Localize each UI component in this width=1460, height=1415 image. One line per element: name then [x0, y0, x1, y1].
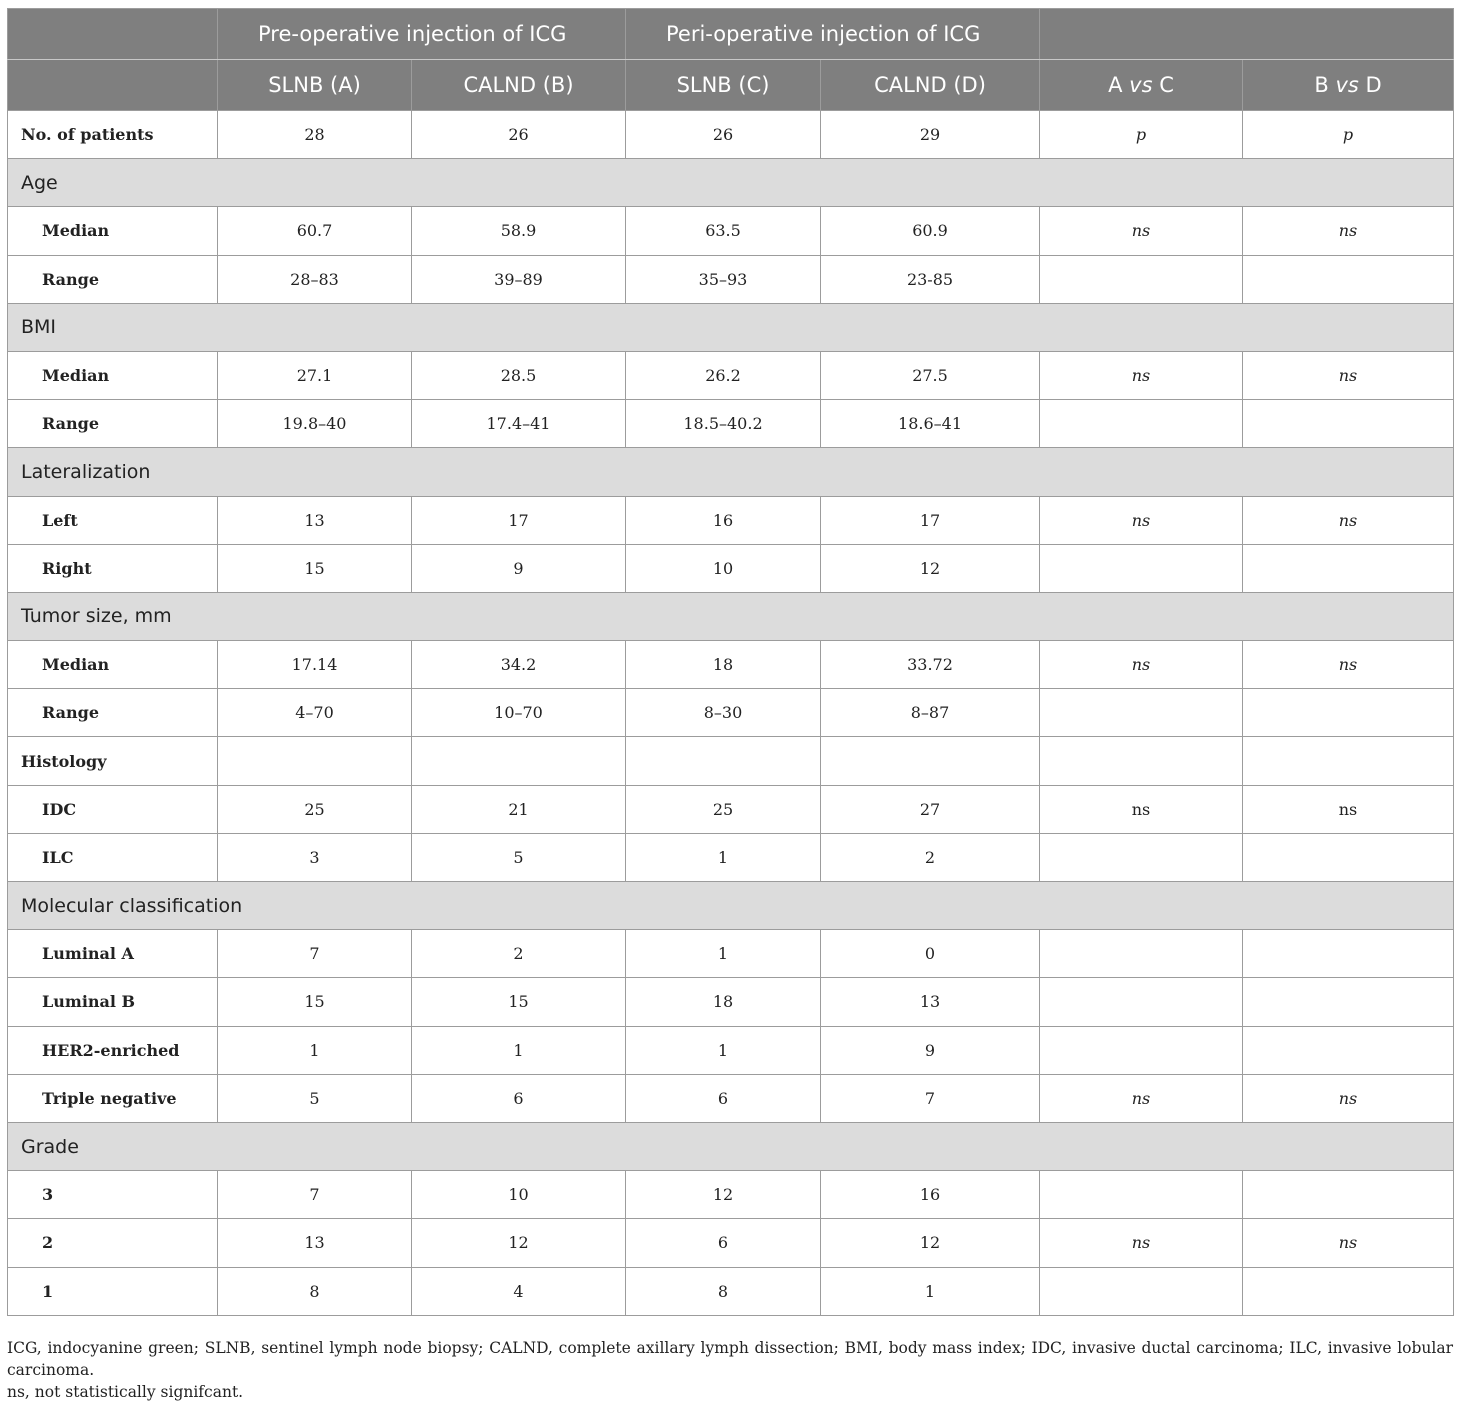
- cell: [1040, 255, 1243, 303]
- cell: 1: [626, 930, 821, 978]
- cell: 16: [821, 1171, 1040, 1219]
- header-vs: vs: [1129, 73, 1153, 97]
- cell: [1243, 689, 1454, 737]
- table-row: [8, 111, 1454, 159]
- cell: 15: [412, 978, 626, 1026]
- section-title: Tumor size, mm: [8, 592, 1454, 640]
- header-c: C: [1152, 73, 1174, 97]
- row-label: Luminal B: [8, 978, 218, 1026]
- cell: [1040, 833, 1243, 881]
- cell: 39–89: [412, 255, 626, 303]
- cell: 2: [412, 930, 626, 978]
- cell: 1: [626, 1026, 821, 1074]
- cell: 18: [626, 641, 821, 689]
- cell: 3: [218, 833, 412, 881]
- cell: 5: [218, 1074, 412, 1122]
- cell: [1243, 978, 1454, 1026]
- section-row: [8, 448, 1454, 496]
- cell: 28.5: [412, 351, 626, 399]
- cell: 2: [821, 833, 1040, 881]
- p-value-cell: ns: [1243, 351, 1454, 399]
- table-row: [8, 978, 1454, 1026]
- section-row: [8, 1122, 1454, 1170]
- table-row: [8, 1171, 1454, 1219]
- table-row: [8, 400, 1454, 448]
- cell: 17: [821, 496, 1040, 544]
- cell: 7: [821, 1074, 1040, 1122]
- cell: [218, 737, 412, 785]
- cell: 6: [626, 1219, 821, 1267]
- p-value-cell: ns: [1040, 641, 1243, 689]
- section-title: Age: [8, 159, 1454, 207]
- cell: 12: [626, 1171, 821, 1219]
- cell: 63.5: [626, 207, 821, 255]
- cell: 13: [821, 978, 1040, 1026]
- cell: 23-85: [821, 255, 1040, 303]
- row-label: Median: [8, 641, 218, 689]
- cell: 27.5: [821, 351, 1040, 399]
- cell: 16: [626, 496, 821, 544]
- cell: 12: [821, 1219, 1040, 1267]
- cell: 7: [218, 930, 412, 978]
- cell: [1243, 400, 1454, 448]
- row-label-histology: Histology: [8, 737, 218, 785]
- row-label: Median: [8, 207, 218, 255]
- header-col-a-vs-c: [1040, 60, 1243, 111]
- header-group-peri-operative: Peri-operative injection of ICG: [626, 9, 1040, 60]
- row-label: No. of patients: [8, 111, 218, 159]
- cell: [1243, 930, 1454, 978]
- row-label: Median: [8, 351, 218, 399]
- cell: 60.9: [821, 207, 1040, 255]
- cell: [1243, 833, 1454, 881]
- table-container: [7, 8, 1453, 1316]
- footnote-abbreviations: ICG, indocyanine green; SLNB, sentinel lymph node biopsy; CALND, complete axillary lymph dissection; BMI, body mass index; IDC, invasive ductal carcinoma; ILC, invasive lobular carcinoma.: [7, 1339, 1453, 1379]
- cell: 17.4–41: [412, 400, 626, 448]
- p-value-cell: ns: [1243, 1074, 1454, 1122]
- table-row: [8, 737, 1454, 785]
- cell: [412, 737, 626, 785]
- table-row: [8, 1074, 1454, 1122]
- row-label: 1: [8, 1267, 218, 1315]
- cell: 1: [626, 833, 821, 881]
- cell: 6: [626, 1074, 821, 1122]
- section-row: [8, 592, 1454, 640]
- cell: 1: [412, 1026, 626, 1074]
- cell: 8–30: [626, 689, 821, 737]
- cell: [1040, 930, 1243, 978]
- header-d: D: [1358, 73, 1382, 97]
- cell: 28–83: [218, 255, 412, 303]
- row-label: Left: [8, 496, 218, 544]
- section-title: Grade: [8, 1122, 1454, 1170]
- cell: 29: [821, 111, 1040, 159]
- row-label: IDC: [8, 785, 218, 833]
- cell: 13: [218, 496, 412, 544]
- header-row-groups: [8, 9, 1454, 60]
- row-label: 2: [8, 1219, 218, 1267]
- cell: 10–70: [412, 689, 626, 737]
- header-empty-cell: [1040, 9, 1454, 60]
- p-value-cell: ns: [1243, 785, 1454, 833]
- patient-characteristics-table: [7, 8, 1454, 1316]
- cell: 26: [626, 111, 821, 159]
- header-b: B: [1314, 73, 1336, 97]
- cell: 4–70: [218, 689, 412, 737]
- row-label: Range: [8, 689, 218, 737]
- row-label: Luminal A: [8, 930, 218, 978]
- cell: 35–93: [626, 255, 821, 303]
- cell: 8–87: [821, 689, 1040, 737]
- cell: [1040, 1267, 1243, 1315]
- cell: [1243, 1026, 1454, 1074]
- cell: [1040, 689, 1243, 737]
- table-row: [8, 1267, 1454, 1315]
- cell: [1243, 1171, 1454, 1219]
- cell: 60.7: [218, 207, 412, 255]
- cell: 33.72: [821, 641, 1040, 689]
- row-label: HER2-enriched: [8, 1026, 218, 1074]
- cell: [1243, 1267, 1454, 1315]
- row-label: Right: [8, 544, 218, 592]
- header-col-calnd-b: CALND (B): [412, 60, 626, 111]
- cell: [1243, 544, 1454, 592]
- table-footnote: [7, 1337, 1453, 1403]
- cell: [1040, 978, 1243, 1026]
- cell: 34.2: [412, 641, 626, 689]
- cell: 19.8–40: [218, 400, 412, 448]
- cell: 27: [821, 785, 1040, 833]
- table-row: [8, 833, 1454, 881]
- p-value-cell: ns: [1243, 207, 1454, 255]
- cell: 5: [412, 833, 626, 881]
- cell: 26.2: [626, 351, 821, 399]
- p-value-cell: p: [1040, 111, 1243, 159]
- cell: 9: [821, 1026, 1040, 1074]
- cell: [1040, 1171, 1243, 1219]
- cell: 0: [821, 930, 1040, 978]
- header-empty-cell: [8, 9, 218, 60]
- cell: [821, 737, 1040, 785]
- cell: 1: [218, 1026, 412, 1074]
- header-group-pre-operative: Pre-operative injection of ICG: [218, 9, 626, 60]
- cell: [1040, 1026, 1243, 1074]
- p-value-cell: ns: [1243, 641, 1454, 689]
- cell: 12: [821, 544, 1040, 592]
- cell: 12: [412, 1219, 626, 1267]
- cell: 17.14: [218, 641, 412, 689]
- cell: 9: [412, 544, 626, 592]
- section-row: [8, 303, 1454, 351]
- table-row: [8, 1026, 1454, 1074]
- row-label: Triple negative: [8, 1074, 218, 1122]
- cell: [1040, 400, 1243, 448]
- cell: 25: [626, 785, 821, 833]
- table-row: [8, 351, 1454, 399]
- cell: 28: [218, 111, 412, 159]
- table-row: [8, 496, 1454, 544]
- header-col-b-vs-d: [1243, 60, 1454, 111]
- cell: 4: [412, 1267, 626, 1315]
- row-label: ILC: [8, 833, 218, 881]
- p-value-cell: ns: [1040, 1219, 1243, 1267]
- cell: [1243, 255, 1454, 303]
- section-row: [8, 159, 1454, 207]
- cell: [1040, 544, 1243, 592]
- p-value-cell: ns: [1040, 496, 1243, 544]
- p-value-cell: ns: [1040, 785, 1243, 833]
- table-row: [8, 930, 1454, 978]
- section-title: Molecular classification: [8, 882, 1454, 930]
- table-row: [8, 641, 1454, 689]
- cell: 58.9: [412, 207, 626, 255]
- cell: 21: [412, 785, 626, 833]
- header-col-slnb-c: SLNB (C): [626, 60, 821, 111]
- p-value-cell: ns: [1243, 1219, 1454, 1267]
- cell: 17: [412, 496, 626, 544]
- footnote-ns: ns, not statistically signifcant.: [7, 1383, 244, 1401]
- header-empty-cell: [8, 60, 218, 111]
- table-row: [8, 544, 1454, 592]
- cell: 18.6–41: [821, 400, 1040, 448]
- table-row: [8, 255, 1454, 303]
- table-row: [8, 207, 1454, 255]
- cell: 15: [218, 544, 412, 592]
- cell: 18: [626, 978, 821, 1026]
- cell: 27.1: [218, 351, 412, 399]
- cell: [1243, 737, 1454, 785]
- cell: 8: [626, 1267, 821, 1315]
- section-title: Lateralization: [8, 448, 1454, 496]
- cell: 7: [218, 1171, 412, 1219]
- table-row: [8, 689, 1454, 737]
- section-title: BMI: [8, 303, 1454, 351]
- cell: 15: [218, 978, 412, 1026]
- cell: 1: [821, 1267, 1040, 1315]
- header-col-calnd-d: CALND (D): [821, 60, 1040, 111]
- cell: 8: [218, 1267, 412, 1315]
- cell: [1040, 737, 1243, 785]
- p-value-cell: ns: [1040, 1074, 1243, 1122]
- row-label: Range: [8, 400, 218, 448]
- cell: [626, 737, 821, 785]
- p-value-cell: ns: [1040, 207, 1243, 255]
- table-row: [8, 785, 1454, 833]
- p-value-cell: ns: [1243, 496, 1454, 544]
- cell: 18.5–40.2: [626, 400, 821, 448]
- p-value-cell: ns: [1040, 351, 1243, 399]
- cell: 10: [626, 544, 821, 592]
- section-row: [8, 882, 1454, 930]
- cell: 6: [412, 1074, 626, 1122]
- p-value-cell: p: [1243, 111, 1454, 159]
- row-label: Range: [8, 255, 218, 303]
- cell: 26: [412, 111, 626, 159]
- row-label: 3: [8, 1171, 218, 1219]
- cell: 10: [412, 1171, 626, 1219]
- cell: 25: [218, 785, 412, 833]
- header-vs: vs: [1335, 73, 1359, 97]
- table-row: [8, 1219, 1454, 1267]
- header-col-slnb-a: SLNB (A): [218, 60, 412, 111]
- header-row-columns: [8, 60, 1454, 111]
- cell: 13: [218, 1219, 412, 1267]
- header-a: A: [1108, 73, 1130, 97]
